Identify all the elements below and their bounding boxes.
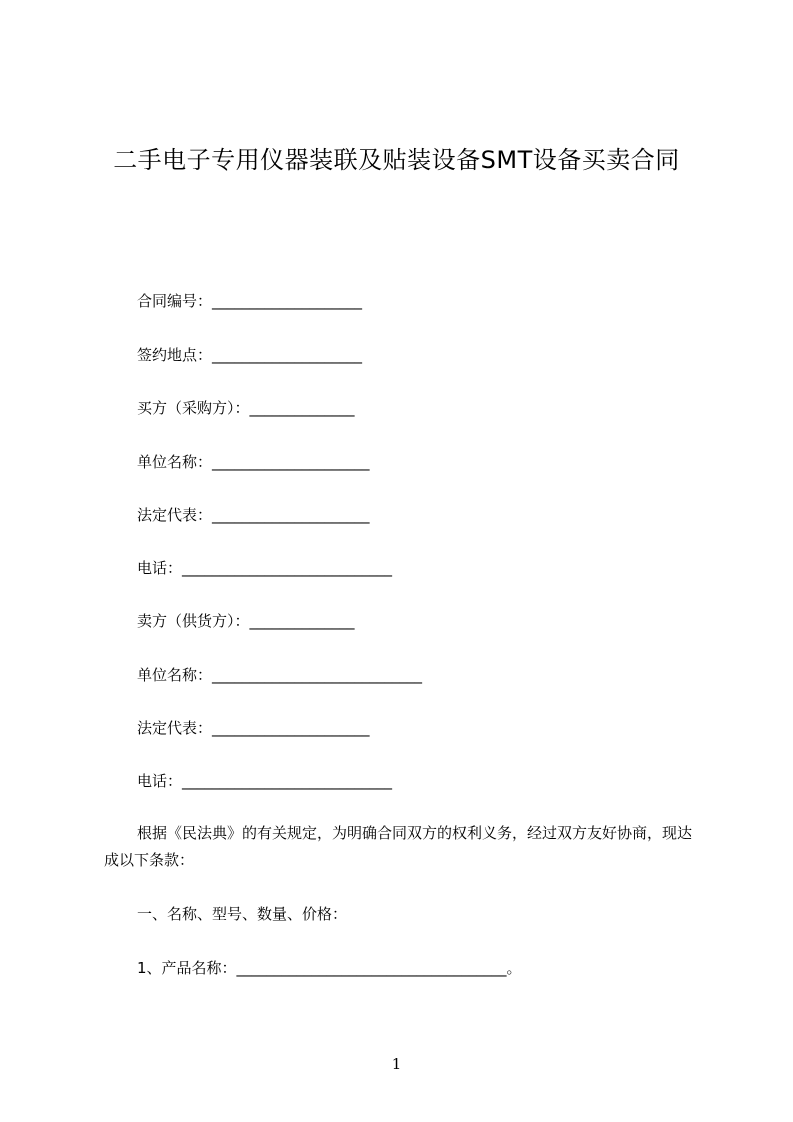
field-buyer-phone: 电话：____________________________ (137, 559, 393, 577)
field-seller-legal-rep: 法定代表：_____________________ (137, 719, 370, 737)
field-seller: 卖方（供货方）：______________ (137, 612, 355, 630)
field-seller-company-name: 单位名称：____________________________ (137, 666, 423, 684)
page-number: 1 (391, 1055, 402, 1073)
field-buyer-company-name: 单位名称：_____________________ (137, 453, 370, 471)
item-product-name: 1、产品名称：____________________________________。 (137, 959, 522, 977)
field-contract-number: 合同编号：____________________ (137, 292, 363, 310)
field-seller-phone: 电话：____________________________ (137, 772, 393, 790)
document-title: 二手电子专用仪器装联及贴装设备SMT设备买卖合同 (113, 146, 680, 174)
intro-paragraph: 根据《民法典》的有关规定，为明确合同双方的权利义务，经过双方友好协商，现达成以下条款： (104, 824, 693, 869)
field-buyer-legal-rep: 法定代表：_____________________ (137, 506, 370, 524)
section-heading-1: 一、名称、型号、数量、价格： (137, 905, 348, 923)
field-buyer: 买方（采购方）：______________ (137, 399, 355, 417)
field-signing-place: 签约地点：____________________ (137, 346, 363, 364)
